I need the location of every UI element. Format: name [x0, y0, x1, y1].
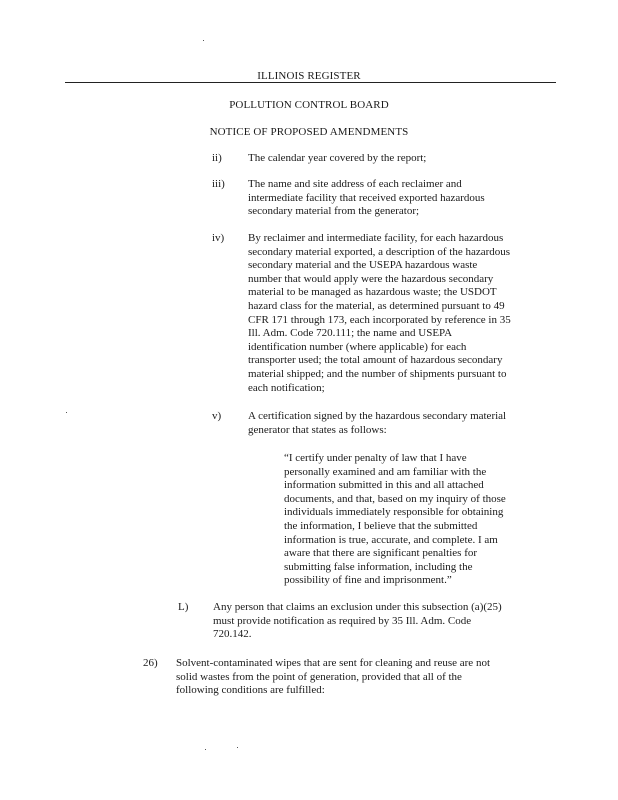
scan-speck	[205, 749, 206, 750]
item-2-line: number that would apply were the hazardous secondary	[248, 272, 494, 285]
certification-quote-line: submitting false information, including the	[284, 560, 473, 573]
item-1-line: intermediate facility that received exported hazardous	[248, 191, 485, 204]
certification-quote-line: information is true, accurate, and complete. I am	[284, 533, 498, 546]
item-l-line: Any person that claims an exclusion under this subsection (a)(25)	[213, 601, 502, 613]
item-26-line: Solvent-contaminated wipes that are sent for cleaning and reuse are not	[176, 657, 490, 669]
item-2-line: each notification;	[248, 381, 325, 394]
item-26-line: solid wastes from the point of generation, provided that all of the	[176, 670, 462, 683]
item-1-line: The name and site address of each reclaimer and	[248, 178, 462, 190]
item-2-line: secondary material and the USEPA hazardous waste	[248, 259, 478, 272]
certification-quote-line: documents, and that, based on my inquiry of those	[284, 492, 506, 505]
scan-speck	[66, 412, 67, 413]
certification-quote-line: “I certify under penalty of law that I have	[284, 452, 467, 464]
item-3-number: v)	[212, 410, 222, 422]
item-0-line: The calendar year covered by the report;	[248, 152, 427, 164]
item-2-line: transporter used; the total amount of hazardous secondary	[248, 354, 503, 367]
item-26-line: following conditions are fulfilled:	[176, 684, 325, 697]
item-2-line: hazard class for the material, as determined pursuant to 49	[248, 300, 505, 312]
item-1-number: iii)	[212, 178, 225, 190]
item-2-line: By reclaimer and intermediate facility, for each hazardous	[248, 232, 504, 244]
certification-quote-line: aware that there are significant penalties for	[284, 547, 478, 560]
certification-quote-line: information submitted in this and all attached	[284, 479, 484, 492]
item-2-line: secondary material exported, a description of the hazardous	[248, 245, 511, 258]
item-2-line: identification number (where applicable) for each	[248, 340, 467, 353]
item-l-line: 720.142.	[213, 628, 252, 641]
scan-speck	[203, 40, 204, 41]
item-l-number: L)	[178, 601, 189, 613]
item-3-line: A certification signed by the hazardous secondary material	[248, 410, 507, 422]
board-name: POLLUTION CONTROL BOARD	[229, 99, 389, 111]
item-2-number: iv)	[212, 232, 225, 244]
item-0-number: ii)	[212, 152, 222, 164]
item-2-line: CFR 171 through 173, each incorporated by reference in 35	[248, 313, 511, 326]
certification-quote-line: personally examined and am familiar with the	[284, 465, 487, 478]
certification-quote-line: individuals immediately responsible for obtaining	[284, 506, 504, 519]
item-26-number: 26)	[143, 657, 158, 669]
item-2-line: material shipped; and the number of shipments pursuant to	[248, 368, 507, 380]
notice-title: NOTICE OF PROPOSED AMENDMENTS	[209, 126, 409, 138]
certification-quote-line: possibility of fine and imprisonment.”	[284, 574, 452, 587]
scan-speck	[237, 747, 238, 748]
register-title: ILLINOIS REGISTER	[257, 70, 361, 82]
item-1-line: secondary material from the generator;	[248, 205, 420, 218]
item-l-line: must provide notification as required by 35 Ill. Adm. Code	[213, 614, 472, 627]
certification-quote-line: the information, I believe that the submitted	[284, 520, 478, 532]
item-2-line: Ill. Adm. Code 720.111; the name and USEPA	[248, 327, 453, 340]
item-2-line: material to be managed as hazardous waste; the USDOT	[248, 286, 497, 299]
item-3-line: generator that states as follows:	[248, 423, 387, 436]
